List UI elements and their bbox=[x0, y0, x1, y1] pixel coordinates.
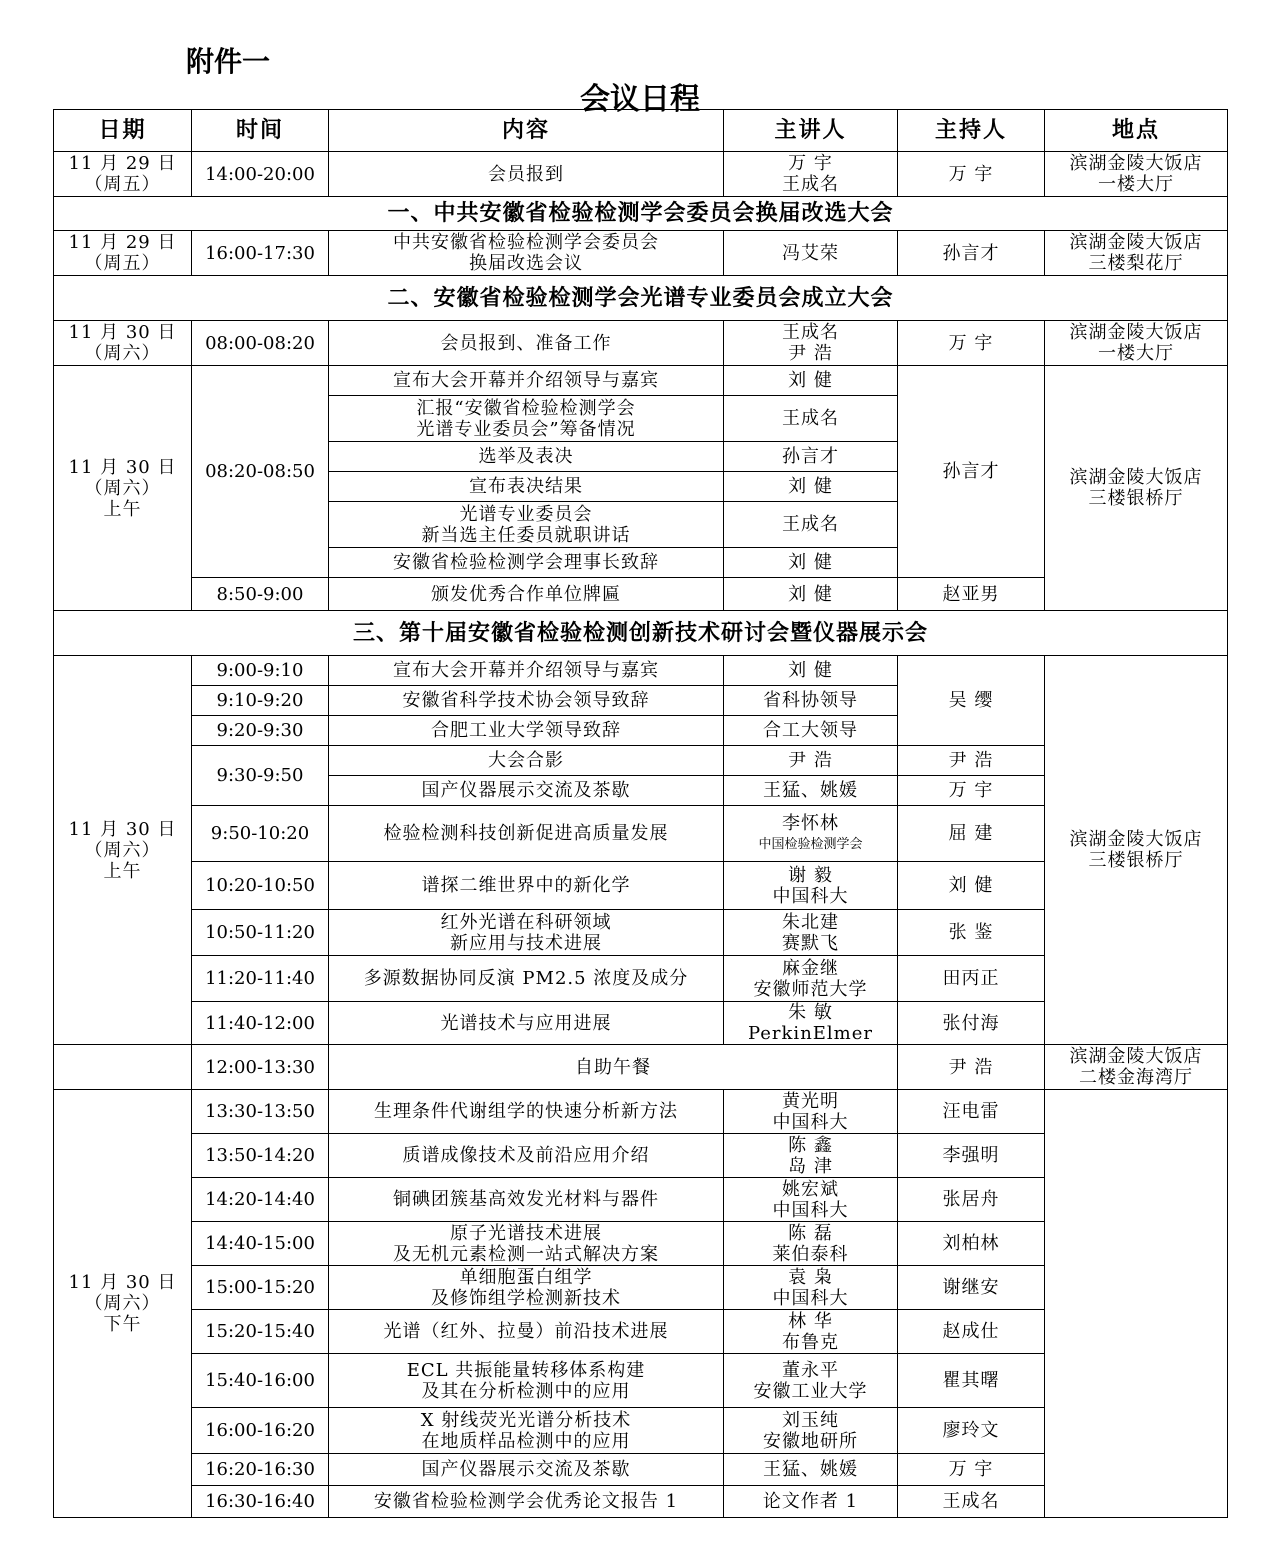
time-cell: 9:50-10:20 bbox=[192, 806, 329, 862]
venue-cell: 滨湖金陵大饭店 三楼银桥厅 bbox=[1045, 656, 1228, 1045]
speaker-cell: 刘 健 bbox=[724, 578, 898, 611]
content-cell: 汇报“安徽省检验检测学会 光谱专业委员会”筹备情况 bbox=[329, 396, 724, 442]
time-cell: 16:00-16:20 bbox=[192, 1408, 329, 1454]
speaker-cell: 谢 毅 中国科大 bbox=[724, 862, 898, 910]
time-cell: 16:20-16:30 bbox=[192, 1454, 329, 1486]
content-cell: 光谱技术与应用进展 bbox=[329, 1002, 724, 1045]
speaker-cell: 刘 健 bbox=[724, 366, 898, 396]
time-cell: 9:30-9:50 bbox=[192, 746, 329, 806]
time-cell: 8:50-9:00 bbox=[192, 578, 329, 611]
speaker-cell: 合工大领导 bbox=[724, 716, 898, 746]
speaker-affiliation: 中国检验检测学会 bbox=[758, 836, 863, 852]
content-cell: 宣布表决结果 bbox=[329, 472, 724, 502]
content-cell: 安徽省检验检测学会理事长致辞 bbox=[329, 548, 724, 578]
content-cell: ECL 共振能量转移体系构建 及其在分析检测中的应用 bbox=[329, 1354, 724, 1408]
host-cell: 廖玲文 bbox=[898, 1408, 1045, 1454]
speaker-cell: 黄光明 中国科大 bbox=[724, 1090, 898, 1134]
content-cell: 安徽省科学技术协会领导致辞 bbox=[329, 686, 724, 716]
schedule-table bbox=[53, 109, 1228, 1518]
header-content: 内容 bbox=[329, 110, 724, 152]
host-cell: 张付海 bbox=[898, 1002, 1045, 1045]
host-cell: 瞿其曙 bbox=[898, 1354, 1045, 1408]
date-cell bbox=[54, 1045, 192, 1090]
table-row bbox=[54, 321, 1228, 366]
host-cell: 万 宇 bbox=[898, 776, 1045, 806]
header-host: 主持人 bbox=[898, 110, 1045, 152]
table-row bbox=[54, 366, 1228, 396]
content-cell: 国产仪器展示交流及茶歇 bbox=[329, 776, 724, 806]
host-cell: 吴 缨 bbox=[898, 656, 1045, 746]
host-cell: 田丙正 bbox=[898, 956, 1045, 1002]
header-row bbox=[54, 110, 1228, 152]
content-cell: 谱探二维世界中的新化学 bbox=[329, 862, 724, 910]
section-row bbox=[54, 276, 1228, 321]
content-cell: 会员报到、准备工作 bbox=[329, 321, 724, 366]
venue-cell: 滨湖金陵大饭店 二楼金海湾厅 bbox=[1045, 1045, 1228, 1090]
content-cell: 铜碘团簇基高效发光材料与器件 bbox=[329, 1178, 724, 1222]
host-cell: 刘 健 bbox=[898, 862, 1045, 910]
host-cell: 尹 浩 bbox=[898, 1045, 1045, 1090]
header-venue: 地点 bbox=[1045, 110, 1228, 152]
header-time: 时间 bbox=[192, 110, 329, 152]
time-cell: 13:50-14:20 bbox=[192, 1134, 329, 1178]
speaker-cell: 袁 枭 中国科大 bbox=[724, 1266, 898, 1310]
date-cell: 11 月 30 日 （周六） 下午 bbox=[54, 1090, 192, 1518]
host-cell: 汪电雷 bbox=[898, 1090, 1045, 1134]
content-cell: 多源数据协同反演 PM2.5 浓度及成分 bbox=[329, 956, 724, 1002]
host-cell: 孙言才 bbox=[898, 366, 1045, 578]
time-cell: 14:20-14:40 bbox=[192, 1178, 329, 1222]
speaker-cell bbox=[724, 806, 898, 862]
speaker-cell: 刘 健 bbox=[724, 548, 898, 578]
time-cell: 9:10-9:20 bbox=[192, 686, 329, 716]
speaker-cell: 董永平 安徽工业大学 bbox=[724, 1354, 898, 1408]
host-cell: 李强明 bbox=[898, 1134, 1045, 1178]
section-row bbox=[54, 197, 1228, 231]
content-cell: 宣布大会开幕并介绍领导与嘉宾 bbox=[329, 366, 724, 396]
venue-cell: 滨湖金陵大饭店 一楼大厅 bbox=[1045, 321, 1228, 366]
speaker-cell: 尹 浩 bbox=[724, 746, 898, 776]
time-cell: 15:00-15:20 bbox=[192, 1266, 329, 1310]
host-cell: 谢继安 bbox=[898, 1266, 1045, 1310]
date-cell: 11 月 29 日 （周五） bbox=[54, 152, 192, 197]
speaker-name: 李怀林 bbox=[782, 812, 839, 834]
section-row bbox=[54, 611, 1228, 656]
speaker-cell: 麻金继 安徽师范大学 bbox=[724, 956, 898, 1002]
speaker-cell: 朱北建 赛默飞 bbox=[724, 910, 898, 956]
host-cell: 张居舟 bbox=[898, 1178, 1045, 1222]
time-cell: 12:00-13:30 bbox=[192, 1045, 329, 1090]
header-date: 日期 bbox=[54, 110, 192, 152]
speaker-cell: 刘 健 bbox=[724, 656, 898, 686]
host-cell: 张 鉴 bbox=[898, 910, 1045, 956]
speaker-cell: 刘玉纯 安徽地研所 bbox=[724, 1408, 898, 1454]
section-heading: 三、第十届安徽省检验检测创新技术研讨会暨仪器展示会 bbox=[54, 611, 1228, 656]
host-cell: 赵亚男 bbox=[898, 578, 1045, 611]
table-row bbox=[54, 1090, 1228, 1134]
venue-cell: 滨湖金陵大饭店 三楼银桥厅 bbox=[1045, 366, 1228, 611]
content-cell: 光谱专业委员会 新当选主任委员就职讲话 bbox=[329, 502, 724, 548]
content-cell: 合肥工业大学领导致辞 bbox=[329, 716, 724, 746]
host-cell: 孙言才 bbox=[898, 231, 1045, 276]
date-cell: 11 月 29 日 （周五） bbox=[54, 231, 192, 276]
time-cell: 16:00-17:30 bbox=[192, 231, 329, 276]
speaker-cell: 刘 健 bbox=[724, 472, 898, 502]
table-row bbox=[54, 152, 1228, 197]
speaker-cell: 王成名 尹 浩 bbox=[724, 321, 898, 366]
time-cell: 9:20-9:30 bbox=[192, 716, 329, 746]
table-row bbox=[54, 656, 1228, 686]
content-cell: 检验检测科技创新促进高质量发展 bbox=[329, 806, 724, 862]
time-cell: 10:20-10:50 bbox=[192, 862, 329, 910]
speaker-cell: 姚宏斌 中国科大 bbox=[724, 1178, 898, 1222]
date-cell: 11 月 30 日 （周六） 上午 bbox=[54, 366, 192, 611]
content-cell: 会员报到 bbox=[329, 152, 724, 197]
time-cell: 14:40-15:00 bbox=[192, 1222, 329, 1266]
time-cell: 10:50-11:20 bbox=[192, 910, 329, 956]
speaker-cell: 万 宇 王成名 bbox=[724, 152, 898, 197]
host-cell: 赵成仕 bbox=[898, 1310, 1045, 1354]
time-cell: 14:00-20:00 bbox=[192, 152, 329, 197]
host-cell: 万 宇 bbox=[898, 321, 1045, 366]
speaker-cell: 陈 磊 莱伯泰科 bbox=[724, 1222, 898, 1266]
venue-cell: 滨湖金陵大饭店 三楼梨花厅 bbox=[1045, 231, 1228, 276]
time-cell: 15:40-16:00 bbox=[192, 1354, 329, 1408]
speaker-cell: 论文作者 1 bbox=[724, 1486, 898, 1518]
content-cell: 安徽省检验检测学会优秀论文报告 1 bbox=[329, 1486, 724, 1518]
venue-cell: 滨湖金陵大饭店 一楼大厅 bbox=[1045, 152, 1228, 197]
page-title: 会议日程 bbox=[580, 82, 700, 117]
content-cell: 光谱（红外、拉曼）前沿技术进展 bbox=[329, 1310, 724, 1354]
host-cell: 尹 浩 bbox=[898, 746, 1045, 776]
content-cell: 质谱成像技术及前沿应用介绍 bbox=[329, 1134, 724, 1178]
time-cell: 11:20-11:40 bbox=[192, 956, 329, 1002]
time-cell: 11:40-12:00 bbox=[192, 1002, 329, 1045]
date-cell: 11 月 30 日 （周六） 上午 bbox=[54, 656, 192, 1045]
time-cell: 08:20-08:50 bbox=[192, 366, 329, 578]
speaker-cell: 王成名 bbox=[724, 396, 898, 442]
section-heading: 二、安徽省检验检测学会光谱专业委员会成立大会 bbox=[54, 276, 1228, 321]
time-cell: 13:30-13:50 bbox=[192, 1090, 329, 1134]
attachment-label: 附件一 bbox=[186, 45, 271, 78]
venue-cell bbox=[1045, 1090, 1228, 1518]
table-row bbox=[54, 1045, 1228, 1090]
host-cell: 刘柏林 bbox=[898, 1222, 1045, 1266]
time-cell: 15:20-15:40 bbox=[192, 1310, 329, 1354]
host-cell: 王成名 bbox=[898, 1486, 1045, 1518]
content-cell: 红外光谱在科研领域 新应用与技术进展 bbox=[329, 910, 724, 956]
section-heading: 一、中共安徽省检验检测学会委员会换届改选大会 bbox=[54, 197, 1228, 231]
content-cell: 颁发优秀合作单位牌匾 bbox=[329, 578, 724, 611]
time-cell: 9:00-9:10 bbox=[192, 656, 329, 686]
content-cell: 选举及表决 bbox=[329, 442, 724, 472]
speaker-cell: 林 华 布鲁克 bbox=[724, 1310, 898, 1354]
time-cell: 08:00-08:20 bbox=[192, 321, 329, 366]
time-cell: 16:30-16:40 bbox=[192, 1486, 329, 1518]
content-cell: 原子光谱技术进展 及无机元素检测一站式解决方案 bbox=[329, 1222, 724, 1266]
speaker-cell: 王成名 bbox=[724, 502, 898, 548]
content-cell: X 射线荧光光谱分析技术 在地质样品检测中的应用 bbox=[329, 1408, 724, 1454]
content-cell: 自助午餐 bbox=[329, 1045, 898, 1090]
content-cell: 单细胞蛋白组学 及修饰组学检测新技术 bbox=[329, 1266, 724, 1310]
speaker-cell: 王猛、姚媛 bbox=[724, 776, 898, 806]
speaker-cell: 冯艾荣 bbox=[724, 231, 898, 276]
header-speaker: 主讲人 bbox=[724, 110, 898, 152]
content-cell: 国产仪器展示交流及茶歇 bbox=[329, 1454, 724, 1486]
table-row bbox=[54, 231, 1228, 276]
content-cell: 中共安徽省检验检测学会委员会 换届改选会议 bbox=[329, 231, 724, 276]
content-cell: 生理条件代谢组学的快速分析新方法 bbox=[329, 1090, 724, 1134]
content-cell: 大会合影 bbox=[329, 746, 724, 776]
host-cell: 万 宇 bbox=[898, 152, 1045, 197]
host-cell: 万 宇 bbox=[898, 1454, 1045, 1486]
date-cell: 11 月 30 日 （周六） bbox=[54, 321, 192, 366]
content-cell: 宣布大会开幕并介绍领导与嘉宾 bbox=[329, 656, 724, 686]
speaker-cell: 王猛、姚媛 bbox=[724, 1454, 898, 1486]
speaker-cell: 朱 敏 PerkinElmer bbox=[724, 1002, 898, 1045]
speaker-cell: 省科协领导 bbox=[724, 686, 898, 716]
host-cell: 屈 建 bbox=[898, 806, 1045, 862]
speaker-cell: 陈 鑫 岛 津 bbox=[724, 1134, 898, 1178]
speaker-cell: 孙言才 bbox=[724, 442, 898, 472]
